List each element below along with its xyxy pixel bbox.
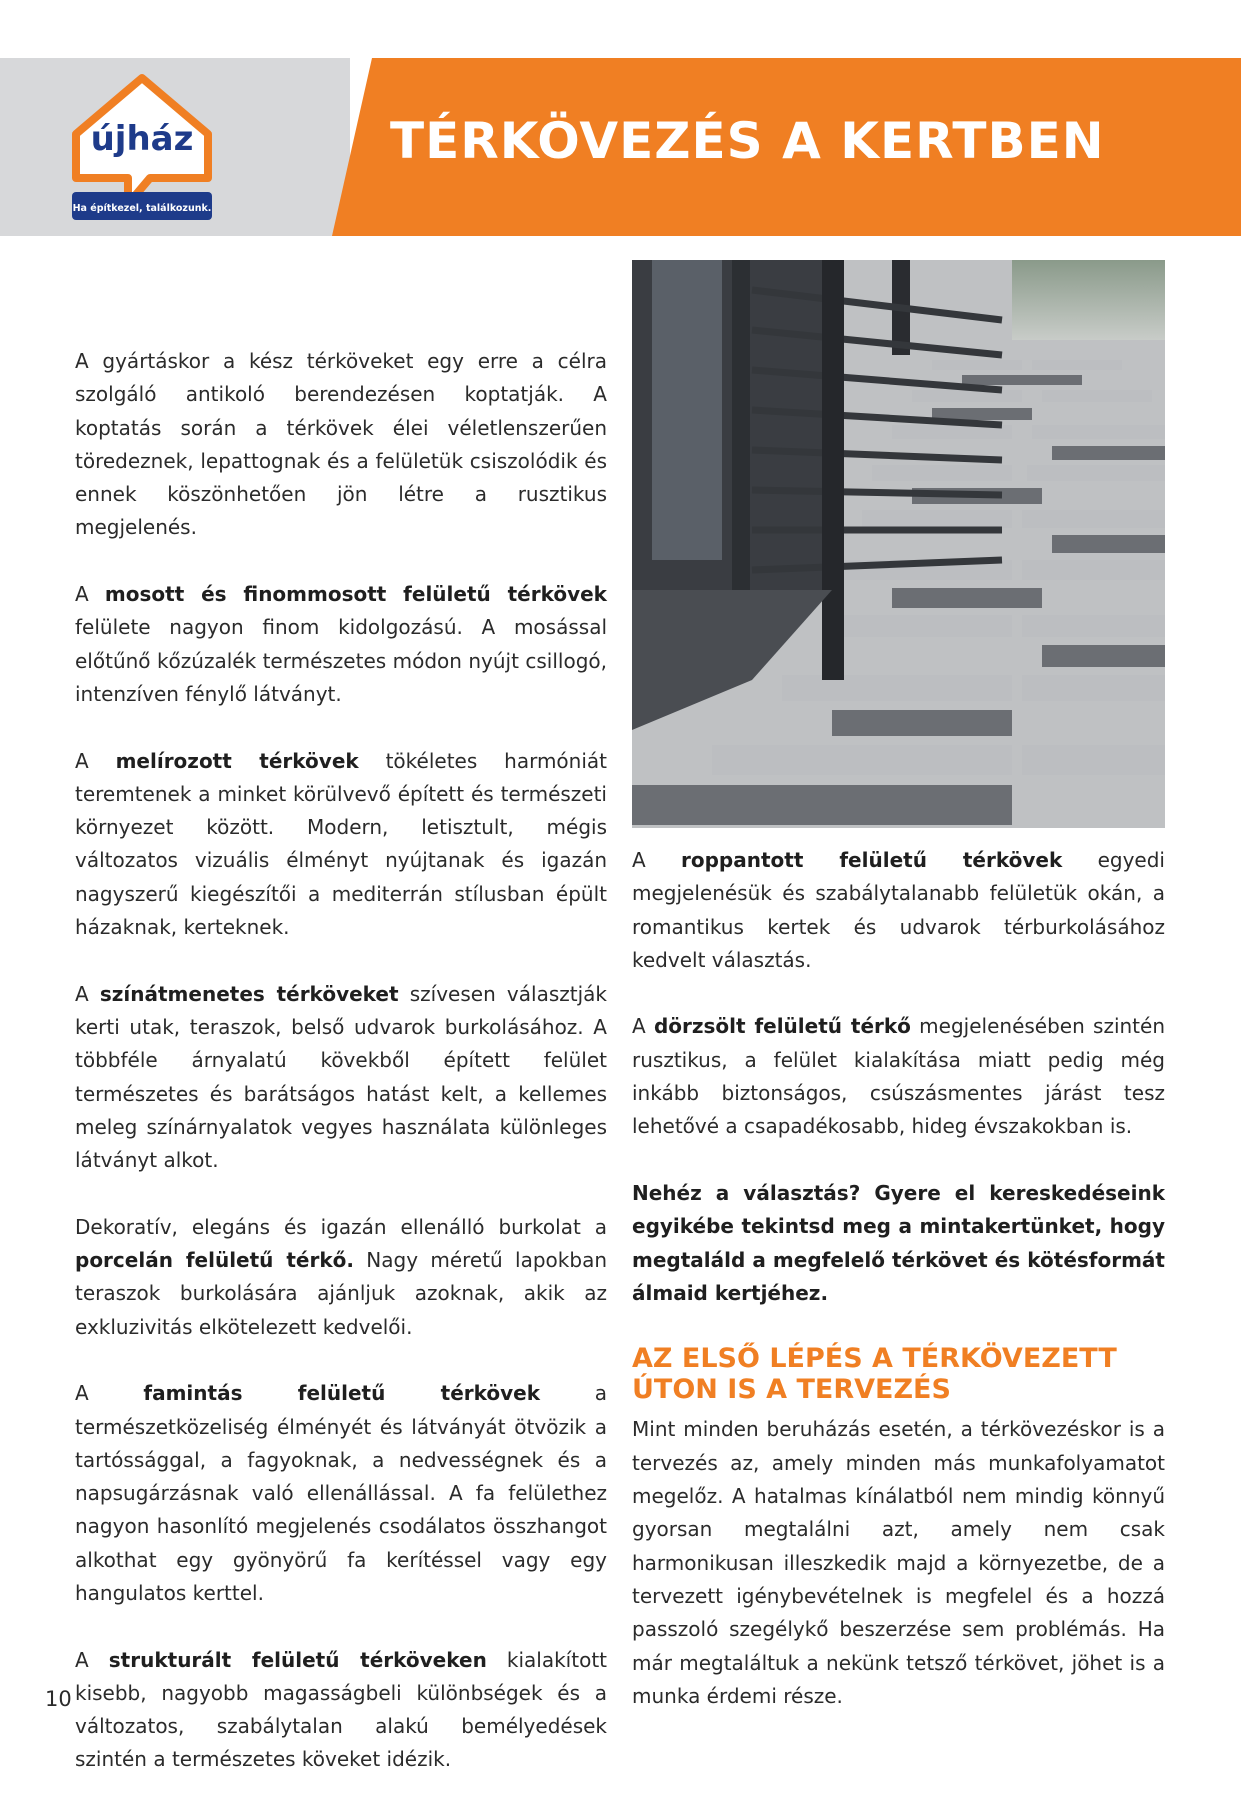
logo-tagline: Ha építkezel, találkozunk.: [72, 203, 212, 214]
paragraph-porcelan: Dekoratív, elegáns és igazán ellenálló burkolat a porcelán felületű térkő. Nagy méretű lapokban teraszok burkolására ajánljuk azoknak, akik az exkluzivitás elkötelezett kedvelői.: [75, 1214, 607, 1339]
logo-text: újház: [90, 119, 194, 159]
paragraph-famintas: A famintás felületű térkövek a természetközeliség élményét és látványát ötvözik a tartóssággal, a fagyoknak, a nedvességnek és a napsugárzásnak való ellenállással. A fa felülethez nagyon hasonlító megjelenés csodálatos összhangot alkothat egy gyönyörű fa kerítéssel vagy egy hangulatos kerttel.: [75, 1381, 607, 1605]
paragraph-call-to-action: Nehéz a választás? Gyere el kereskedéseink egyikébe tekintsd meg a mintakertünket, hogy megtaláld a megfelelő térkövet és kötésformát álmaid kertjéhez.: [632, 1180, 1165, 1305]
section-heading: AZ ELSŐ LÉPÉS A TÉRKÖVEZETT ÚTON IS A TERVEZÉS: [632, 1343, 1117, 1406]
right-column: [632, 844, 1165, 1746]
paragraph-tervezes: Mint minden beruházás esetén, a térkövezéskor is a tervezés az, amely minden más munkafolyamatot megelőz. A hatalmas kínálatból nem mindig könnyű gyorsan megtalálni azt, amely nem csak harmonikusan illeszkedik majd a környezetbe, de a tervezett igénybevételnek is megfelel és a hozzá passzoló szegélykő beszerzése sem problémás. Ha már megtaláltuk a nekünk tetsző térkövet, jöhet is a munka érdemi része.: [632, 1417, 1165, 1708]
page-number: 10: [45, 1687, 72, 1711]
paragraph-dorzsolt: A dörzsölt felületű térkő megjelenésében szintén rusztikus, a felület kialakítása miatt pedig még inkább biztonságos, csúszásmentes járást tesz lehetővé a csapadékosabb, hideg évszakokban is.: [632, 1014, 1166, 1139]
ujhaz-logo: [72, 72, 212, 222]
paving-photo: [632, 260, 1165, 828]
paragraph-antikolt: A gyártáskor a kész térköveket egy erre a célra szolgáló antikoló berendezésen koptatják. A koptatás során a térkövek élei véletlenszerűen töredeznek, lepattognak és a felületük csiszolódik és ennek köszönhetően jön létre a rusztikus megjelenés.: [75, 349, 607, 540]
left-column: [75, 345, 607, 1810]
paragraph-mosott: A mosott és finommosott felületű térkövek felülete nagyon finom kidolgozású. A mosással előtűnő kőzúzalék természetes módon nyújt csillogó, intenzíven fénylő látványt.: [75, 582, 607, 706]
paragraph-roppantott: A roppantott felületű térkövek egyedi megjelenésük és szabálytalanabb felületük okán, a romantikus kertek és udvarok térburkolásához kedvelt választás.: [632, 848, 1165, 972]
paragraph-szinatmenetes: A színátmenetes térköveket szívesen választják kerti utak, teraszok, belső udvarok burkolásához. A többféle árnyalatú kövekből épített felület természetes és barátságos hatást kelt, a kellemes meleg színárnyalatok vegyes használata különleges látványt alkot.: [75, 981, 607, 1173]
paragraph-melirozott: A melírozott térkövek tökéletes harmóniát teremtenek a minket körülvevő épített és természeti környezet között. Modern, letisztult, mégis változatos vizuális élményt nyújtanak és igazán nagyszerű kiegészítői a mediterrán stílusban épült házaknak, kerteknek.: [75, 748, 607, 940]
page-title: TÉRKÖVEZÉS A KERTBEN: [390, 112, 1105, 170]
paragraph-strukturalt: A strukturált felületű térköveken kialakított kisebb, nagyobb magasságbeli különbségek és a változatos, szabálytalan alakú bemélyedések szintén a természetes köveket idézik.: [75, 1647, 607, 1772]
